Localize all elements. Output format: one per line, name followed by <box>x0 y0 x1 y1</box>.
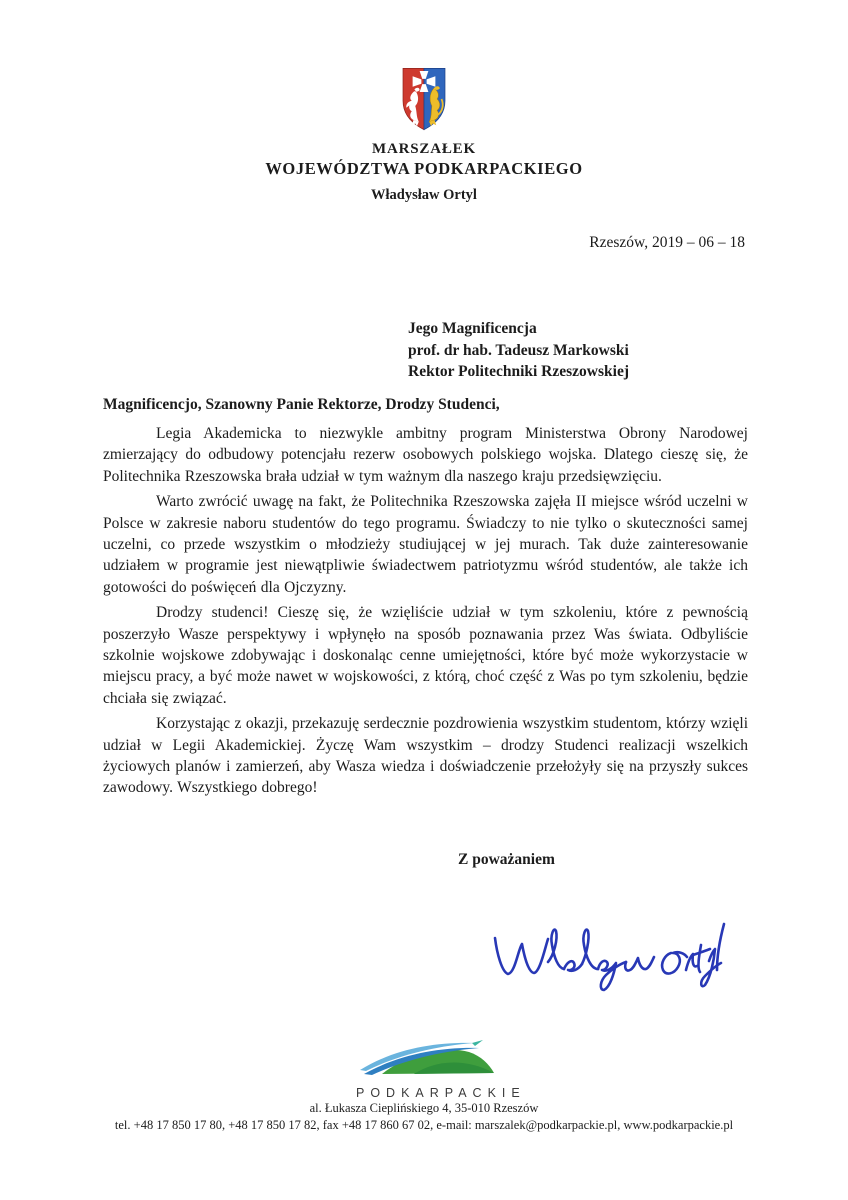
recipient-title: Rektor Politechniki Rzeszowskiej <box>408 363 629 380</box>
recipient-name: prof. dr hab. Tadeusz Markowski <box>408 341 629 359</box>
dateline: Rzeszów, 2019 – 06 – 18 <box>589 234 745 251</box>
signature-strokes <box>495 924 724 990</box>
letterhead-official-name: Władysław Ortyl <box>371 187 477 203</box>
recipient-block <box>408 318 629 383</box>
paragraph-1: Legia Akademicka to niezwykle ambitny program Ministerstwa Obrony Narodowej zmierzający do odbudowy potencjału rezerw osobowych polskiego wojska. Dlatego cieszę się, że Politechnika Rzeszowska brała udział w tym ważnym dla naszego kraju przedsięwzięciu. <box>103 425 748 485</box>
footer-address: al. Łukasza Cieplińskiego 4, 35-010 Rzeszów <box>309 1101 539 1115</box>
paragraph-2: Warto zwrócić uwagę na fakt, że Politechnika Rzeszowska zajęła II miejsce wśród uczelni w Polsce w zakresie naboru studentów do tego programu. Świadczy to nie tylko o skuteczności samej uczelni, co przede wszystkim o młodzieży studiującej w jej murach. Tak duże zainteresowanie udziałem w programie jest niewątpliwie świadectwem patriotyzmu wśród studentów, ale także ich gotowości do poświęceń dla Ojczyzny. <box>103 493 748 596</box>
letterhead-office-line2: WOJEWÓDZTWA PODKARPACKIEGO <box>265 159 583 178</box>
letterhead-office-line1: MARSZAŁEK <box>372 141 476 157</box>
paragraph-3: Drodzy studenci! Cieszę się, że wzięliście udział w tym szkoleniu, które z pewnością poszerzyło Wasze perspektywy i wpłynęło na sposób poznawania przez Was świata. Odbyliście szkolnie wojskowe zdobywając i doskonaląc cenne umiejętności, które być może wykorzystacie w miejscu pracy, a być może nawet w wojskowości, z którą, choć część z Was po tym szkoleniu, będzie chciała się związać. <box>103 604 748 707</box>
closing-phrase: Z poważaniem <box>458 851 555 868</box>
salutation: Magnificencjo, Szanowny Panie Rektorze, Drodzy Studenci, <box>103 396 500 413</box>
podkarpackie-coat-of-arms-icon <box>396 62 452 136</box>
letter-body <box>103 423 748 803</box>
podkarpackie-logo <box>352 1040 526 1100</box>
recipient-honorific: Jego Magnificencja <box>408 320 537 337</box>
paragraph-4: Korzystając z okazji, przekazuję serdecznie pozdrowienia wszystkim studentom, którzy wzięli udział w Legii Akademickiej. Życzę Wam wszystkim – drodzy Studenci realizacji wszelkich życiowych planów i zamierzeń, aby Wasza wiedza i doświadczenie przełożyły się na przyszły sukces zawodowy. Wszystkiego dobrego! <box>103 715 748 797</box>
podkarpackie-logo-icon <box>352 1040 502 1080</box>
logo-wordmark: PODKARPACKIE <box>356 1086 526 1100</box>
handwritten-signature <box>487 912 727 1012</box>
logo-swoosh-accent <box>472 1040 483 1046</box>
footer-contact: tel. +48 17 850 17 80, +48 17 850 17 82, fax +48 17 860 67 02, e-mail: marszalek@podkarpackie.pl, www.podkarpackie.pl <box>114 1118 734 1132</box>
